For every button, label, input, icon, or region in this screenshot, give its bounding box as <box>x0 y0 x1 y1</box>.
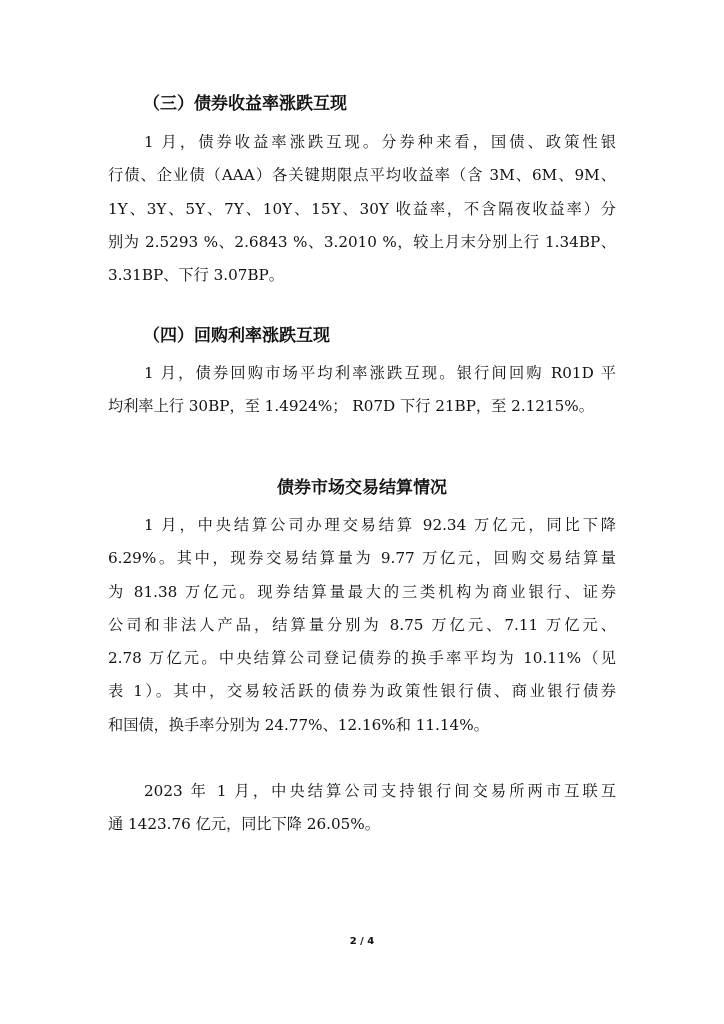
text-line: 别为 2.5293 %、2.6843 %、3.2010 %，较上月末分别上行 1.34BP、 <box>108 232 616 251</box>
text-line: 1 月，债券回购市场平均利率涨跌互现。银行间回购 R01D 平 <box>144 364 616 382</box>
text-line: 1 月，中央结算公司办理交易结算 92.34 万亿元，同比下降 <box>144 516 616 534</box>
text-line: 1Y、3Y、5Y、7Y、10Y、15Y、30Y 收益率，不含隔夜收益率）分 <box>108 199 616 218</box>
paragraph-settlement-volume <box>108 509 616 742</box>
paragraph-bond-yield <box>108 126 616 292</box>
paragraph-repo-rate <box>108 357 616 424</box>
page-number: 2 / 4 <box>349 936 375 947</box>
text-line: 2023 年 1 月，中央结算公司支持银行间交易所两市互联互 <box>144 782 616 800</box>
text-line: 3.31BP、下行 3.07BP。 <box>108 266 284 285</box>
section-heading-settlement: 债券市场交易结算情况 <box>277 478 447 498</box>
section-heading-repo-rate: （四）回购利率涨跌互现 <box>143 326 330 346</box>
text-line: 通 1423.76 亿元，同比下降 26.05%。 <box>108 815 380 834</box>
text-line: 为 81.38 万亿元。现券结算量最大的三类机构为商业银行、证券 <box>108 582 616 601</box>
paragraph-interconnect <box>108 775 616 842</box>
text-line: 和国债，换手率分别为 24.77%、12.16%和 11.14%。 <box>108 715 489 734</box>
text-line: 公司和非法人产品，结算量分别为 8.75 万亿元、7.11 万亿元、 <box>108 615 616 634</box>
section-heading-bond-yield: （三）债券收益率涨跌互现 <box>143 94 347 114</box>
text-line: 行债、企业债（AAA）各关键期限点平均收益率（含 3M、6M、9M、 <box>108 166 616 185</box>
text-line: 1 月，债券收益率涨跌互现。分券种来看，国债、政策性银 <box>144 133 616 151</box>
text-line: 均利率上行 30BP，至 1.4924%； R07D 下行 21BP，至 2.1215%。 <box>108 397 594 416</box>
text-line: 表 1）。其中，交易较活跃的债券为政策性银行债、商业银行债券 <box>108 682 616 701</box>
text-line: 6.29%。其中，现券交易结算量为 9.77 万亿元，回购交易结算量 <box>108 549 616 568</box>
text-line: 2.78 万亿元。中央结算公司登记债券的换手率平均为 10.11%（见 <box>108 649 616 668</box>
